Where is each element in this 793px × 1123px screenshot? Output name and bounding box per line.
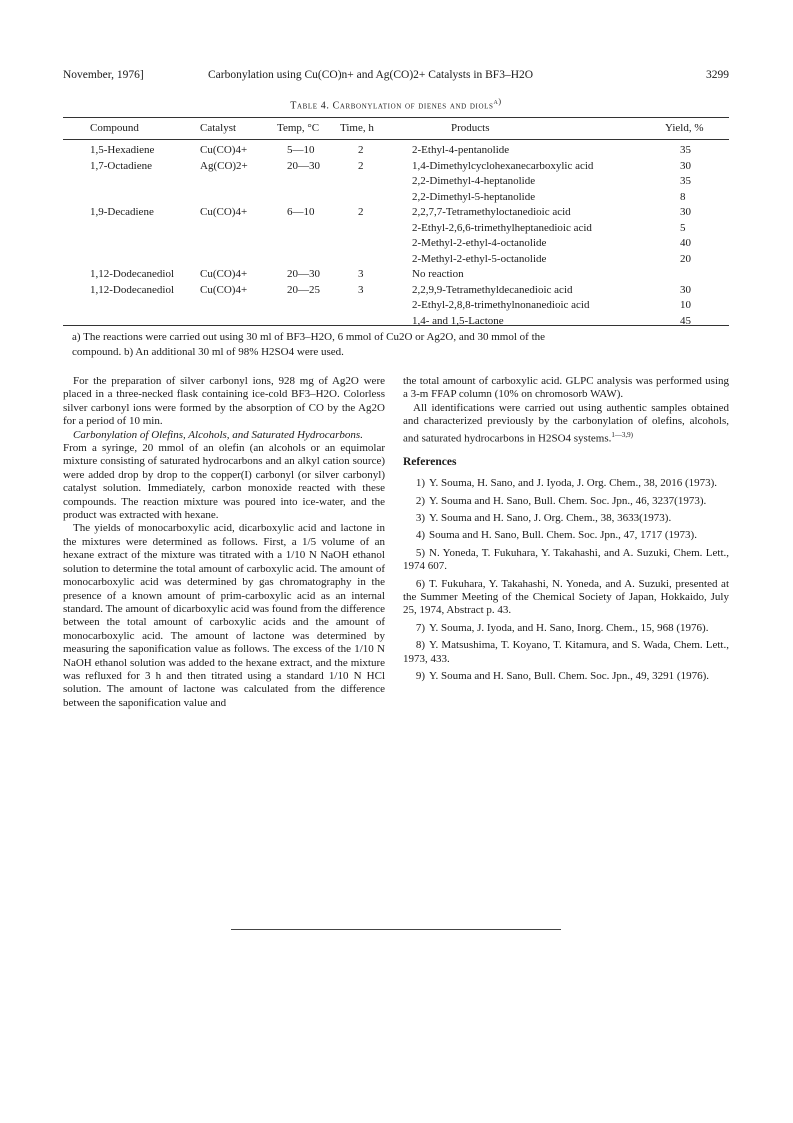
table-cell-product: 2,2,7,7-Tetramethyloctanedioic acid xyxy=(412,206,571,218)
reference-text: Y. Souma and H. Sano, Bull. Chem. Soc. Jpn., 49, 3291 (1976). xyxy=(429,669,709,682)
reference-text: Y. Matsushima, T. Koyano, T. Kitamura, and S. Wada, Chem. Lett., 1973, 433. xyxy=(403,639,729,665)
reference-item xyxy=(403,578,729,618)
table-cell-time: 2 xyxy=(358,159,364,172)
table-cell-yield: 30 xyxy=(680,159,691,172)
issue-date: November, 1976] xyxy=(63,69,144,81)
table-cell-temp: 20—30 xyxy=(287,159,320,172)
section-title: Carbonylation of Olefins, Alcohols, and Saturated Hydrocarbons. xyxy=(73,428,363,441)
paragraph: The yields of monocarboxylic acid, dicarboxylic acid and lactone in the mixtures were determined as follows. First, a 1/5 volume of an hexane extract of the mixture was titrated with a 1/10 N NaOH ethanol solution to determine the total amount of carboxylic acid. The amount of monocarboxylic acid was determined by gas chromatography in the presence of a known amount of prim-carboxylic acid as an internal standard. The amount of dicarboxylic acid was found from the difference between the total amount of carboxylic acids and the amount of monocarboxylic acid. The amount of lactone was determined by measuring the saponification value as follows. The excess of the 1/10 N NaOH ethanol solution was added to the hexane extract, and the mixture was refluxed for 3 h and then titrated using a standard 1/10 N HCl solution. The amount of lactone was calculated from the difference between the saponification value and xyxy=(63,522,385,709)
table-cell-compound: 1,7-Octadiene xyxy=(90,159,152,172)
table-cell-yield: 10 xyxy=(680,299,691,311)
table-cell-yield: 45 xyxy=(680,314,691,327)
table-cell-product: 2,2-Dimethyl-5-heptanolide xyxy=(412,190,536,203)
table-cell-compound: 1,12-Dodecanediol xyxy=(90,283,174,296)
table-header-col-temp: Temp, °C xyxy=(277,122,320,134)
reference-item xyxy=(403,639,729,666)
table-cell-compound: 1,12-Dodecanediol xyxy=(90,268,174,280)
reference-text: N. Yoneda, T. Fukuhara, Y. Takahashi, and A. Suzuki, Chem. Lett., 1974 607. xyxy=(403,546,729,573)
references-list xyxy=(403,477,729,683)
table-top-rule xyxy=(63,117,729,118)
reference-text: Souma and H. Sano, Bull. Chem. Soc. Jpn., 47, 1717 (1973). xyxy=(429,529,697,542)
left-column xyxy=(63,375,385,710)
table-cell-catalyst: Cu(CO)4+ xyxy=(200,268,248,280)
table-cell-catalyst: Cu(CO)4+ xyxy=(200,206,248,218)
table-cell-yield: 5 xyxy=(680,221,686,234)
table-cell-yield: 8 xyxy=(680,190,686,203)
table-cell-compound: 1,5-Hexadiene xyxy=(90,144,155,156)
paragraph xyxy=(63,429,385,442)
reference-text: Y. Souma, J. Iyoda, and H. Sano, Inorg. Chem., 15, 968 (1976). xyxy=(429,621,709,634)
table-cell-time: 2 xyxy=(358,206,364,218)
table-header-col-yield: Yield, % xyxy=(665,122,704,134)
table-footnote-line: compound. b) An additional 30 ml of 98% H2SO4 were used. xyxy=(72,346,344,358)
table-cell-catalyst: Ag(CO)2+ xyxy=(200,159,248,172)
reference-item xyxy=(403,547,729,574)
table-cell-product: 2-Ethyl-4-pentanolide xyxy=(412,144,510,156)
reference-number: 4) xyxy=(415,529,425,542)
reference-number: 6) xyxy=(415,577,425,590)
table-bottom-rule xyxy=(63,325,729,326)
reference-text: Y. Souma and H. Sano, J. Org. Chem., 38, 3633(1973). xyxy=(429,511,672,524)
reference-item xyxy=(403,529,729,542)
table-caption xyxy=(63,97,729,111)
table-cell-product: 2-Ethyl-2,8,8-trimethylnonanedioic acid xyxy=(412,299,590,311)
table-cell-yield: 35 xyxy=(680,144,691,156)
table-footnote-line: a) The reactions were carried out using 30 ml of BF3–H2O, 6 mmol of Cu2O or Ag2O, and 30 mmol of the xyxy=(72,331,546,343)
table-cell-yield: 30 xyxy=(680,206,691,218)
reference-number: 8) xyxy=(415,639,425,652)
table-cell-yield: 35 xyxy=(680,175,691,187)
table-header-rule xyxy=(63,139,729,140)
running-header xyxy=(63,69,729,87)
table-cell-yield: 30 xyxy=(680,283,691,296)
table-cell-product: No reaction xyxy=(412,268,464,280)
reference-number: 5) xyxy=(415,546,425,559)
table-cell-temp: 20—30 xyxy=(287,268,320,280)
table-cell-time: 3 xyxy=(358,283,364,296)
reference-item xyxy=(403,622,729,635)
reference-text: T. Fukuhara, Y. Takahashi, N. Yoneda, and A. Suzuki, presented at the Summer Meeting of the Chemical Society of Japan, Hokkaido, July 25, 1974, Abstract p. 43. xyxy=(403,577,729,617)
paragraph-text: All identifications were carried out using authentic samples obtained and characterized previously by the carbonylation of olefins, alcohols, and saturated hydrocarbons in H2SO4 systems. xyxy=(403,401,729,445)
table-cell-time: 2 xyxy=(358,144,364,156)
table-header-col-time: Time, h xyxy=(340,122,374,134)
running-title: Carbonylation using Cu(CO)n+ and Ag(CO)2+ Catalysts in BF3–H2O xyxy=(208,69,534,81)
table-footnote xyxy=(72,330,722,360)
table-header-col-products: Products xyxy=(451,122,490,134)
page-number: 3299 xyxy=(706,69,729,81)
table-cell-product: 2,2-Dimethyl-4-heptanolide xyxy=(412,175,536,187)
citation-superscript: 1—3,9) xyxy=(611,430,633,439)
table-cell-product: 1,4- and 1,5-Lactone xyxy=(412,314,504,327)
table-cell-yield: 40 xyxy=(680,237,691,249)
table-cell-catalyst: Cu(CO)4+ xyxy=(200,144,248,156)
table-caption-note: a) xyxy=(493,97,502,106)
paragraph: From a syringe, 20 mmol of an olefin (an alcohols or an equimolar mixture consisting of saturated hydrocarbons and an alkyl cation source) were added drop by drop to the copper(I) carbonyl (or silver carbonyl) catalyst solution. Immediately, carbon monoxide reacted with these compounds. The reaction mixture was poured into ice-water, and the product was extracted with hexane. xyxy=(63,442,385,522)
table-cell-temp: 5—10 xyxy=(287,144,315,156)
reference-number: 2) xyxy=(415,494,425,507)
paragraph xyxy=(403,402,729,446)
reference-item xyxy=(403,512,729,525)
table-cell-product: 1,4-Dimethylcyclohexanecarboxylic acid xyxy=(412,159,594,172)
table-cell-yield: 20 xyxy=(680,252,691,265)
references-heading: References xyxy=(403,455,457,468)
table-header-col-compound: Compound xyxy=(90,122,139,134)
reference-text: Y. Souma and H. Sano, Bull. Chem. Soc. Jpn., 46, 3237(1973). xyxy=(429,494,707,507)
reference-number: 7) xyxy=(415,621,425,634)
reference-number: 3) xyxy=(415,511,425,524)
reference-number: 9) xyxy=(415,669,425,682)
table-cell-product: 2-Methyl-2-ethyl-4-octanolide xyxy=(412,237,547,249)
reference-item xyxy=(403,495,729,508)
right-column xyxy=(403,375,729,687)
table-header-col-catalyst: Catalyst xyxy=(200,122,237,134)
table-cell-catalyst: Cu(CO)4+ xyxy=(200,283,248,296)
table-cell-product: 2,2,9,9-Tetramethyldecanedioic acid xyxy=(412,283,573,296)
table-cell-product: 2-Methyl-2-ethyl-5-octanolide xyxy=(412,252,547,265)
table-cell-product: 2-Ethyl-2,6,6-trimethylheptanedioic acid xyxy=(412,221,592,234)
end-rule xyxy=(231,929,561,930)
reference-text: Y. Souma, H. Sano, and J. Iyoda, J. Org. Chem., 38, 2016 (1973). xyxy=(429,477,718,490)
table-cell-temp: 20—25 xyxy=(287,283,320,296)
table-cell-temp: 6—10 xyxy=(287,206,315,218)
reference-number: 1) xyxy=(415,477,425,490)
table-caption-text: Table 4. Carbonylation of dienes and diols xyxy=(290,100,494,112)
paragraph: For the preparation of silver carbonyl ions, 928 mg of Ag2O were placed in a three-necked flask containing ice-cold BF3–H2O. Colorless silver carbonyl ions were formed by the absorption of CO by the Ag2O for a period of 10 min. xyxy=(63,375,385,428)
table-cell-compound: 1,9-Decadiene xyxy=(90,206,154,218)
table-cell-time: 3 xyxy=(358,268,364,280)
reference-item xyxy=(403,670,729,683)
paragraph: the total amount of carboxylic acid. GLPC analysis was performed using a 3-m FFAP column (10% on chromosorb WAW). xyxy=(403,375,729,401)
reference-item xyxy=(403,477,729,490)
